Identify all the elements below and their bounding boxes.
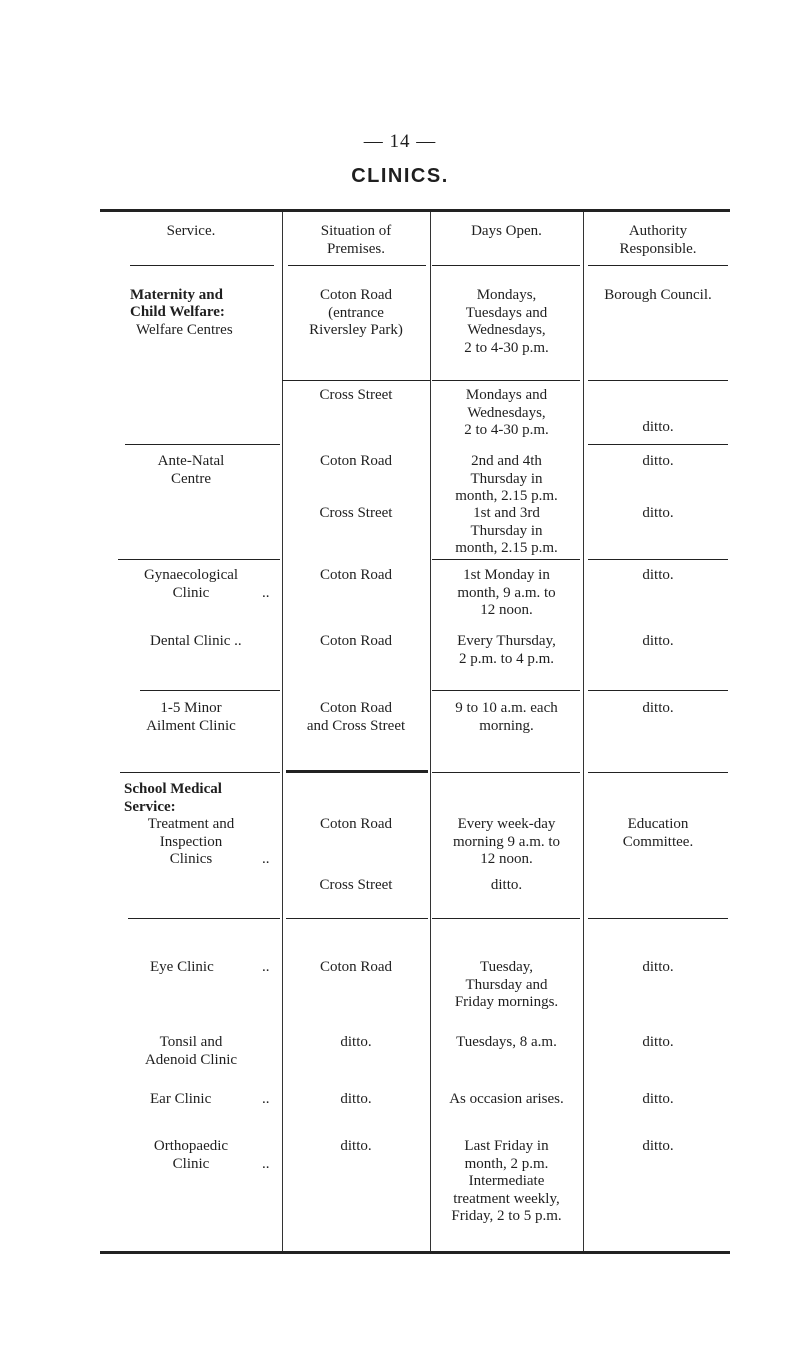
service-school-heading: School Medical Service: — [124, 781, 222, 815]
situation-maternity-b: Cross Street — [319, 387, 393, 403]
row-rule — [120, 772, 280, 773]
days-tonsil: Tuesdays, 8 a.m. — [456, 1034, 557, 1050]
service-orthopaedic-dots: .. — [262, 1156, 270, 1172]
service-gynaecological-dots: .. — [262, 585, 270, 601]
service-school-dots: .. — [262, 851, 270, 867]
situation-gynaecological: Coton Road — [319, 567, 393, 583]
service-tonsil: Tonsil and Adenoid Clinic — [144, 1034, 238, 1068]
service-eye: Eye Clinic — [150, 959, 214, 975]
row-rule — [118, 559, 280, 560]
header-authority: Authority Responsible. — [619, 223, 697, 257]
header-service: Service. — [166, 223, 216, 239]
service-gynaecological: Gynaecological Clinic — [143, 567, 239, 601]
authority-minor-ailment: ditto. — [642, 700, 674, 716]
service-antenatal: Ante-Natal Centre — [157, 453, 225, 487]
authority-school: Education Committee. — [622, 816, 694, 850]
authority-antenatal-b: ditto. — [642, 505, 674, 521]
days-school-a: Every week-day morning 9 a.m. to 12 noon. — [452, 816, 561, 867]
header-days: Days Open. — [471, 223, 542, 239]
authority-tonsil: ditto. — [642, 1034, 674, 1050]
situation-minor-ailment: Coton Road and Cross Street — [306, 700, 406, 734]
service-maternity-line3: Welfare Centres — [136, 322, 233, 338]
header-rule — [588, 265, 728, 266]
table-top-rule — [100, 209, 730, 212]
row-rule — [588, 380, 728, 381]
row-rule — [140, 690, 280, 691]
situation-eye: Coton Road — [319, 959, 393, 975]
days-antenatal-a: 2nd and 4th Thursday in month, 2.15 p.m. — [455, 453, 558, 504]
row-rule — [286, 918, 428, 919]
row-rule — [432, 559, 580, 560]
row-rule — [282, 380, 430, 381]
header-rule — [130, 265, 274, 266]
days-orthopaedic: Last Friday in month, 2 p.m. Intermediate treatment weekly, Friday, 2 to 5 p.m. — [451, 1138, 562, 1224]
row-rule — [432, 918, 580, 919]
days-dental: Every Thursday, 2 p.m. to 4 p.m. — [457, 633, 556, 667]
authority-orthopaedic: ditto. — [642, 1138, 674, 1154]
days-eye: Tuesday, Thursday and Friday mornings. — [454, 959, 559, 1010]
situation-dental: Coton Road — [319, 633, 393, 649]
situation-orthopaedic: ditto. — [340, 1138, 372, 1154]
service-maternity-line2: Child Welfare: — [130, 304, 225, 320]
authority-gynaecological: ditto. — [642, 567, 674, 583]
row-rule — [432, 380, 580, 381]
service-eye-dots: .. — [262, 959, 270, 975]
situation-school-b: Cross Street — [319, 877, 393, 893]
days-minor-ailment: 9 to 10 a.m. each morning. — [455, 700, 558, 734]
authority-maternity-b: ditto. — [642, 419, 674, 435]
page-number: — 14 — — [363, 131, 437, 152]
authority-maternity-a: Borough Council. — [604, 287, 712, 303]
service-maternity-line1: Maternity and — [130, 287, 223, 303]
days-gynaecological: 1st Monday in month, 9 a.m. to 12 noon. — [457, 567, 556, 618]
header-rule — [288, 265, 426, 266]
days-school-b: ditto. — [490, 877, 523, 893]
page-title: CLINICS. — [351, 165, 449, 187]
row-rule — [588, 559, 728, 560]
situation-school-a: Coton Road — [319, 816, 393, 832]
service-ear: Ear Clinic — [150, 1091, 212, 1107]
row-rule — [286, 770, 428, 773]
service-minor-ailment: 1-5 Minor Ailment Clinic — [146, 700, 236, 734]
authority-antenatal-a: ditto. — [642, 453, 674, 469]
situation-ear: ditto. — [340, 1091, 372, 1107]
row-rule — [588, 772, 728, 773]
row-rule — [588, 918, 728, 919]
days-antenatal-b: 1st and 3rd Thursday in month, 2.15 p.m. — [455, 505, 558, 556]
authority-dental: ditto. — [642, 633, 674, 649]
row-rule — [432, 690, 580, 691]
situation-tonsil: ditto. — [340, 1034, 372, 1050]
row-rule — [125, 444, 280, 445]
header-situation: Situation of Premises. — [320, 223, 392, 257]
days-maternity-a: Mondays, Tuesdays and Wednesdays, 2 to 4-30 p.m. — [464, 287, 549, 356]
table-bottom-rule — [100, 1251, 730, 1254]
service-dental: Dental Clinic .. — [150, 633, 242, 649]
service-ear-dots: .. — [262, 1091, 270, 1107]
authority-ear: ditto. — [642, 1091, 674, 1107]
situation-antenatal-a: Coton Road — [319, 453, 393, 469]
row-rule — [128, 918, 280, 919]
authority-eye: ditto. — [642, 959, 674, 975]
service-school-clinics: Treatment and Inspection Clinics — [147, 816, 235, 867]
header-rule — [432, 265, 580, 266]
situation-antenatal-b: Cross Street — [319, 505, 393, 521]
situation-maternity-a: Coton Road (entrance Riversley Park) — [309, 287, 403, 338]
days-maternity-b: Mondays and Wednesdays, 2 to 4-30 p.m. — [464, 387, 549, 438]
row-rule — [588, 444, 728, 445]
row-rule — [432, 772, 580, 773]
row-rule — [588, 690, 728, 691]
service-orthopaedic: Orthopaedic Clinic — [153, 1138, 229, 1172]
days-ear: As occasion arises. — [449, 1091, 564, 1107]
